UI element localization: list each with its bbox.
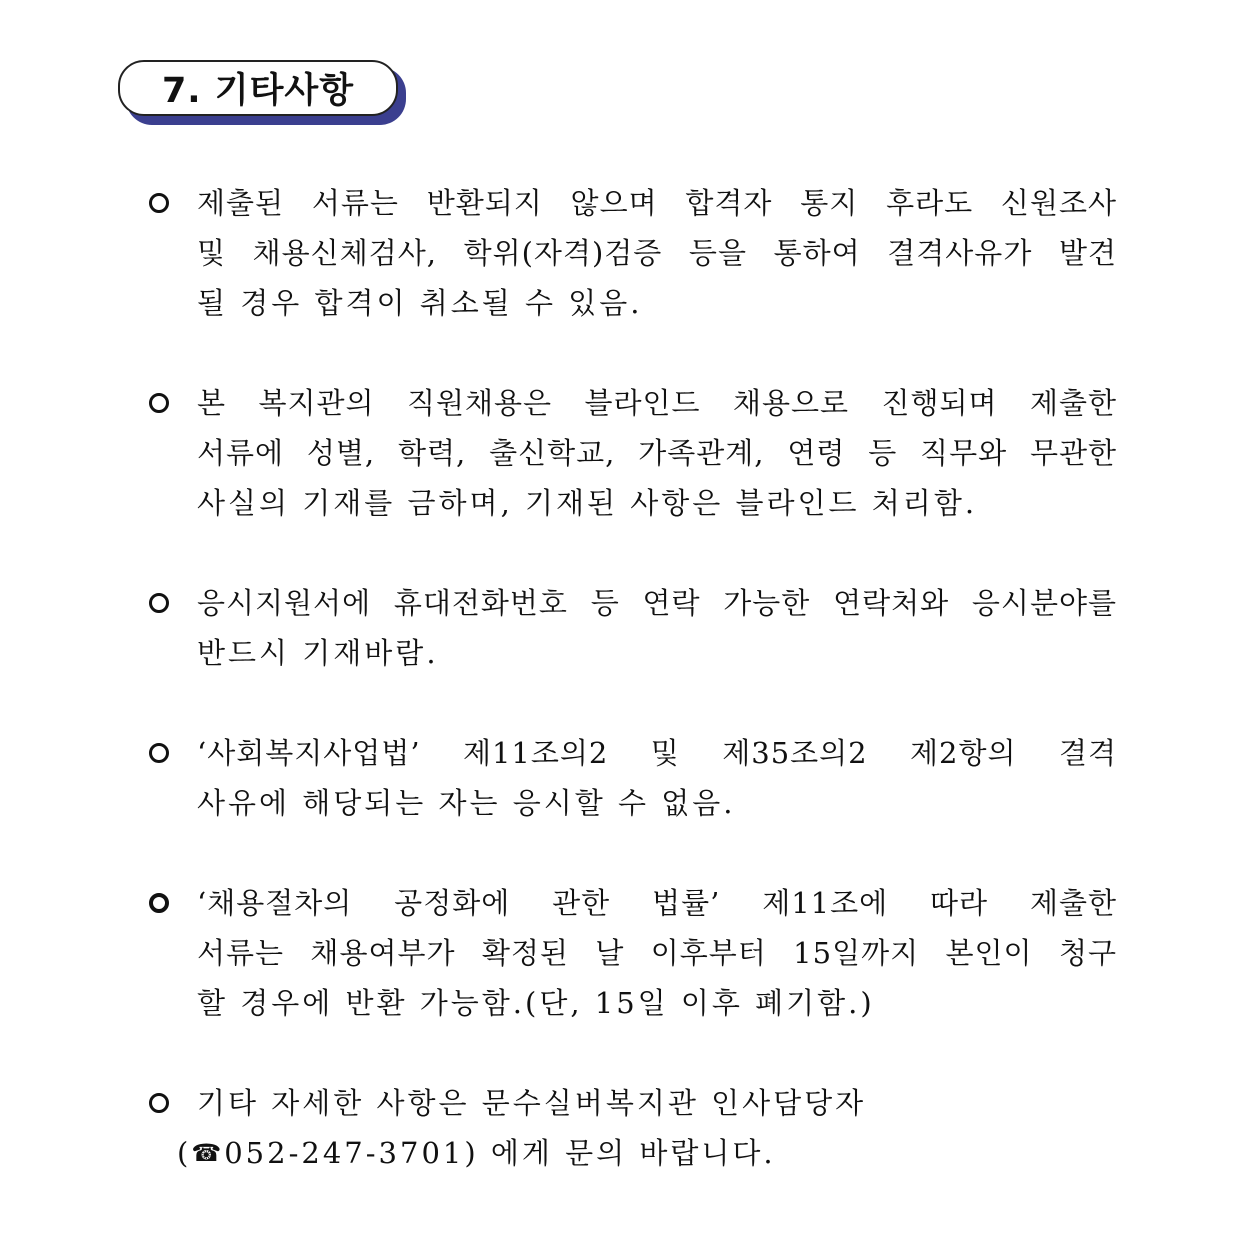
circle-bullet-icon xyxy=(149,743,169,763)
item-line: 응시지원서에 휴대전화번호 등 연락 가능한 연락처와 응시분야를 xyxy=(197,586,1117,620)
item-line: ‘채용절차의 공정화에 관한 법률’ 제11조에 따라 제출한 xyxy=(197,886,1117,920)
circle-bullet-icon xyxy=(149,593,169,613)
section-title: 7. 기타사항 xyxy=(118,60,398,116)
contact-text: 052-247-3701) 에게 문의 바랍니다. xyxy=(224,1136,776,1170)
item-line: 서류에 성별, 학력, 출신학교, 가족관계, 연령 등 직무와 무관한 xyxy=(197,436,1117,470)
item-line: 반드시 기재바람. xyxy=(197,636,439,670)
circle-bullet-icon xyxy=(149,1093,169,1113)
telephone-icon: ☎ xyxy=(191,1139,225,1167)
item-line: 기타 자세한 사항은 문수실버복지관 인사담당자 xyxy=(197,1086,867,1120)
section-heading xyxy=(118,60,402,120)
item-line: 서류는 채용여부가 확정된 날 이후부터 15일까지 본인이 청구 xyxy=(197,936,1117,970)
item-line: 및 채용신체검사, 학위(자격)검증 등을 통하여 결격사유가 발견 xyxy=(197,236,1117,270)
item-line: 본 복지관의 직원채용은 블라인드 채용으로 진행되며 제출한 xyxy=(197,386,1117,420)
circle-bullet-icon xyxy=(149,893,169,913)
item-line: 사유에 해당되는 자는 응시할 수 없음. xyxy=(197,786,736,820)
circle-bullet-icon xyxy=(149,393,169,413)
item-line: ‘사회복지사업법’ 제11조의2 및 제35조의2 제2항의 결격 xyxy=(197,736,1117,770)
item-line: 될 경우 합격이 취소될 수 있음. xyxy=(197,286,643,320)
contact-open-paren: ( xyxy=(177,1136,192,1170)
contact-line xyxy=(177,1133,1097,1173)
item-line: 제출된 서류는 반환되지 않으며 합격자 통지 후라도 신원조사 xyxy=(197,186,1117,220)
circle-bullet-icon xyxy=(149,193,169,213)
item-line: 사실의 기재를 금하며, 기재된 사항은 블라인드 처리함. xyxy=(197,486,978,520)
item-line: 할 경우에 반환 가능함.(단, 15일 이후 폐기함.) xyxy=(197,986,875,1020)
